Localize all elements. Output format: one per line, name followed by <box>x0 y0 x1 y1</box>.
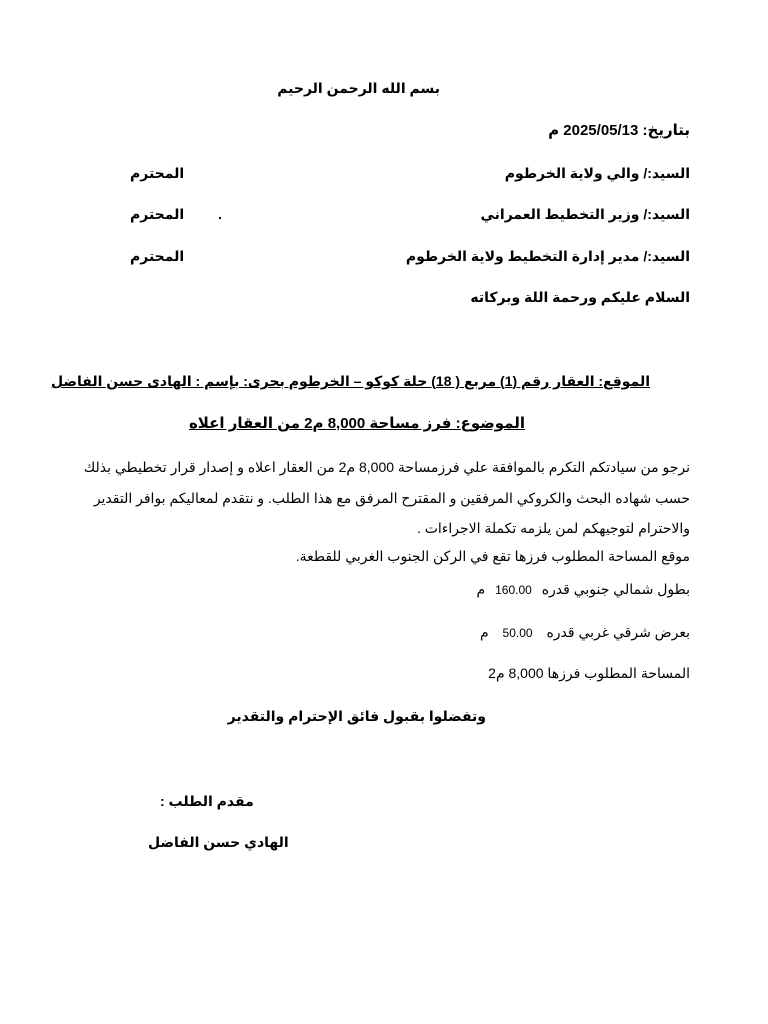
recipient-3-honorific: المحترم <box>130 248 185 264</box>
location-line: الموقع: العقار رقم (1) مربع ( 18) حلة كوكو – الخرطوم بحرى: بإسم : الهادى حسن الفاضل <box>50 373 650 389</box>
body-line-3: والاحترام لتوجيهكم لمن يلزمه تكملة الاجراءات . <box>416 520 690 536</box>
width-unit: م <box>479 624 489 640</box>
width-line <box>480 624 690 641</box>
closing-line: وتفضلوا بقبول فائق الإحترام والتقدير <box>227 708 486 724</box>
recipient-1-name: السيد:/ والي ولاية الخرطوم <box>504 165 690 181</box>
width-value: 50.00 <box>502 626 533 640</box>
date-line <box>548 121 690 139</box>
signature-label: مقدم الطلب : <box>160 793 254 809</box>
body-line-2: حسب شهاده البحث والكروكي المرفقين و المقترح المرفق مع هذا الطلب. و نتقدم لمعاليكم بوافر التقدير <box>93 490 690 506</box>
recipient-2-honorific: المحترم <box>130 206 185 222</box>
date-label: بتاريخ: <box>642 122 690 139</box>
length-label: بطول شمالي جنوبي قدره <box>541 581 690 597</box>
body-line-4: موقع المساحة المطلوب فرزها تقع في الركن الجنوب الغربي للقطعة. <box>295 548 690 564</box>
subject-line: الموضوع: فرز مساحة 8,000 م2 من العقار اعلاه <box>188 415 525 432</box>
date-value: 2025/05/13 <box>563 122 639 139</box>
recipient-3-name: السيد:/ مدير إدارة التخطيط ولاية الخرطوم <box>405 248 690 264</box>
signature-name: الهادي حسن الفاضل <box>148 834 289 850</box>
recipient-2-dot: . <box>218 206 222 222</box>
length-value: 160.00 <box>495 583 532 597</box>
greeting: السلام عليكم ورحمة اللة وبركاته <box>470 289 690 305</box>
basmala: بسم الله الرحمن الرحيم <box>277 80 440 96</box>
recipient-1-honorific: المحترم <box>130 165 185 181</box>
length-unit: م <box>476 581 486 597</box>
date-suffix: م <box>548 122 560 139</box>
width-label: بعرض شرقي غربي قدره <box>546 624 690 640</box>
length-line <box>477 581 690 598</box>
recipient-2-name: السيد:/ وزير التخطيط العمراني <box>480 206 690 222</box>
body-line-1: نرجو من سيادتكم التكرم بالموافقة علي فرزمساحة 8,000 م2 من العقار اعلاه و إصدار قرار تخطيطي بذلك <box>83 459 690 475</box>
area-line: المساحة المطلوب فرزها 8,000 م2 <box>488 665 690 681</box>
